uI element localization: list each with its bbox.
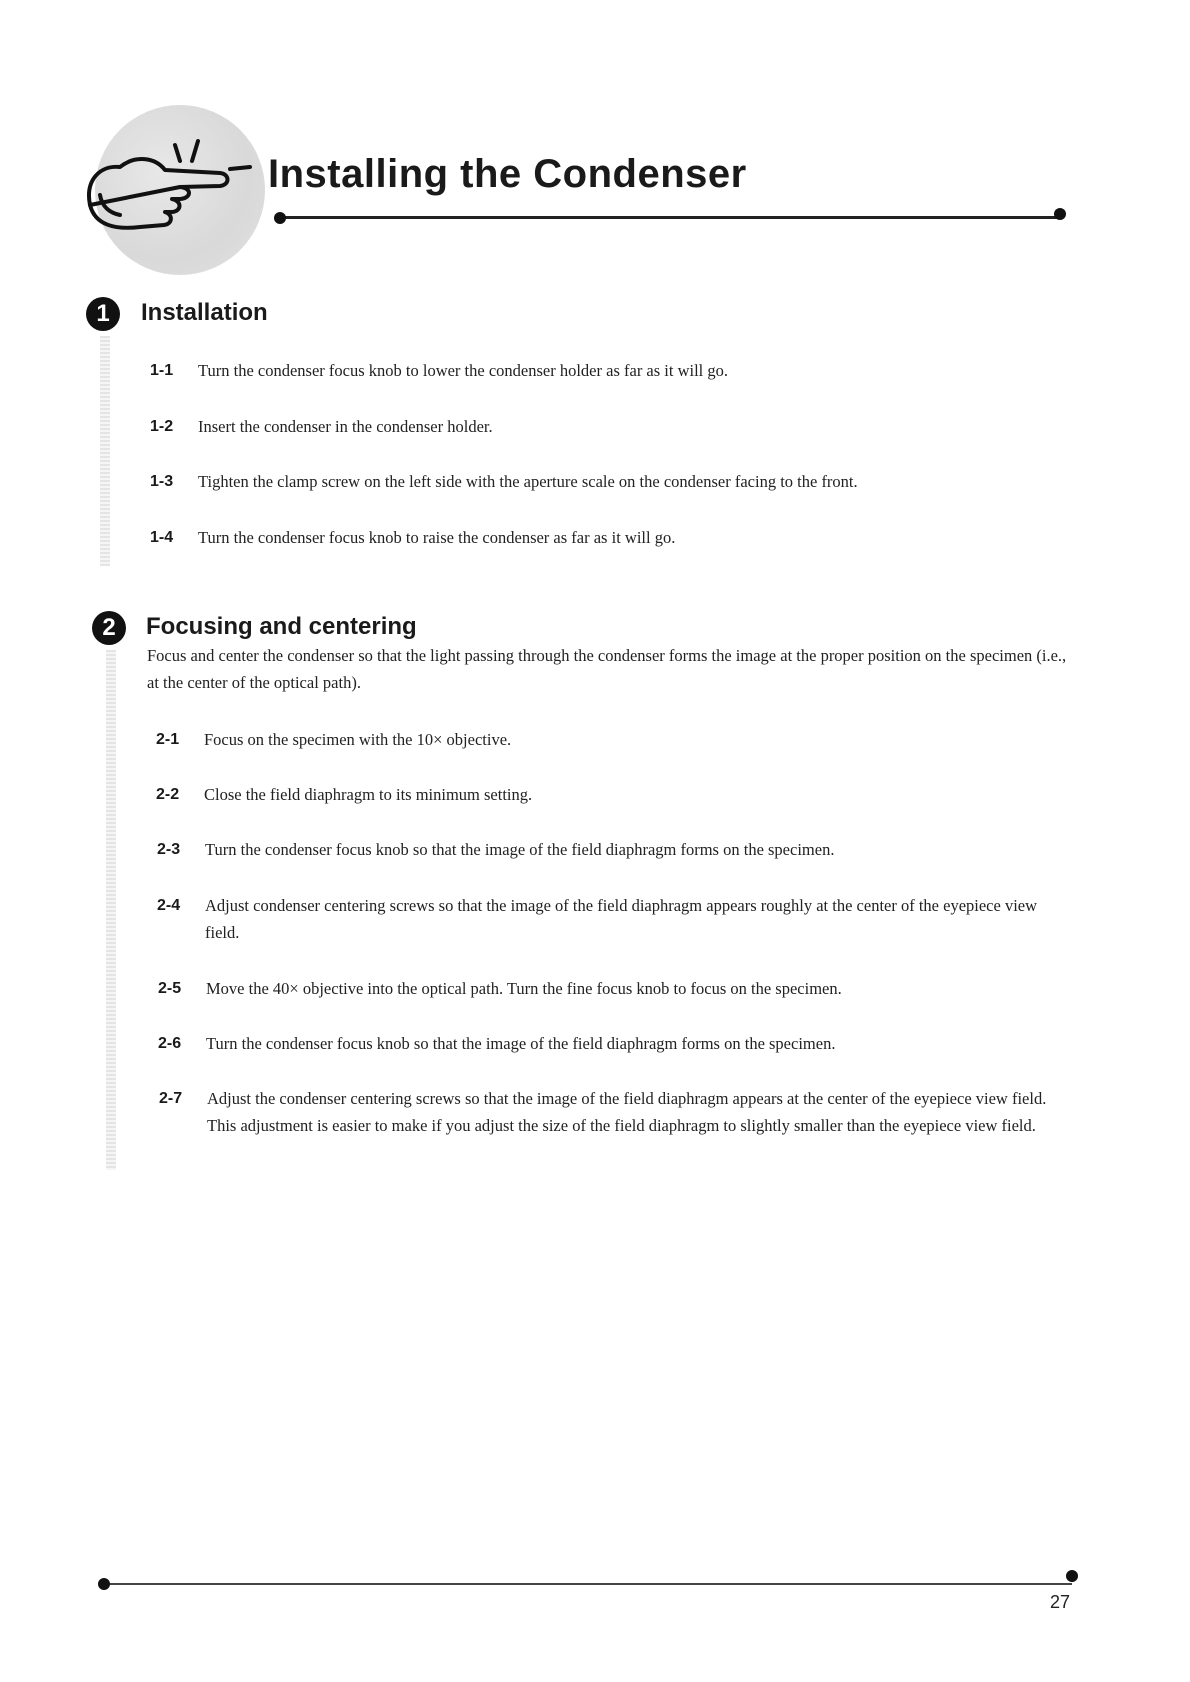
step-2-1: [156, 726, 1066, 753]
step-1-2: [150, 413, 1050, 440]
step-text: Tighten the clamp screw on the left side with the aperture scale on the condenser facing to the front.: [198, 472, 858, 491]
pointing-hand-icon: [80, 135, 270, 245]
step-number: 2-6: [158, 1035, 182, 1052]
step-text: Turn the condenser focus knob so that the image of the field diaphragm forms on the specimen.: [205, 840, 835, 859]
section-1-title: Installation: [141, 299, 268, 326]
section-1-number-badge: 1: [86, 297, 120, 331]
section-1-side-bar: [100, 336, 110, 566]
section-2-title: Focusing and centering: [146, 613, 417, 640]
footer-rule-right-dot: [1066, 1570, 1078, 1582]
page-title: Installing the Condenser: [268, 152, 747, 196]
footer-rule: [104, 1583, 1072, 1585]
section-2-intro: Focus and center the condenser so that the light passing through the condenser forms the image at the proper position on the specimen (i.e., at the center of the optical path).: [147, 646, 1067, 692]
step-number: 2-7: [159, 1090, 183, 1107]
step-2-7: [159, 1085, 1074, 1139]
step-text: Adjust the condenser centering screws so that the image of the field diaphragm appears at the center of the eyepiece view field. This adjustment is easier to make if you adjust the size of the field diaphragm to slightly smaller than the eyepiece view field.: [207, 1089, 1047, 1135]
header-rule-left-dot: [274, 212, 286, 224]
step-2-4: [157, 892, 1075, 946]
step-2-2: [156, 781, 1066, 808]
header-rule: [280, 216, 1060, 219]
step-number: 1-2: [150, 418, 174, 435]
step-text: Turn the condenser focus knob to raise the condenser as far as it will go.: [198, 528, 676, 547]
step-text: Turn the condenser focus knob so that the image of the field diaphragm forms on the specimen.: [206, 1034, 836, 1053]
step-number: 1-4: [150, 529, 174, 546]
step-1-3: [150, 468, 1070, 495]
step-text: Adjust condenser centering screws so that the image of the field diaphragm appears roughly at the center of the eyepiece view field.: [205, 896, 1038, 942]
header-rule-right-dot: [1054, 208, 1066, 220]
step-1-1: [150, 357, 1050, 384]
step-1-4: [150, 524, 1050, 551]
step-text: Turn the condenser focus knob to lower the condenser holder as far as it will go.: [198, 361, 729, 380]
step-2-6: [158, 1030, 1068, 1057]
step-number: 2-3: [157, 841, 181, 858]
step-text: Move the 40× objective into the optical path. Turn the fine focus knob to focus on the specimen.: [206, 979, 842, 998]
page-number: 27: [1049, 1592, 1070, 1612]
footer-rule-left-dot: [98, 1578, 110, 1590]
section-2-number-badge: 2: [92, 611, 126, 645]
step-text: Close the field diaphragm to its minimum setting.: [204, 785, 533, 804]
step-text: Focus on the specimen with the 10× objective.: [204, 730, 512, 749]
step-number: 2-4: [157, 897, 181, 914]
step-number: 2-1: [156, 731, 180, 748]
step-2-5: [158, 975, 1068, 1002]
step-2-3: [157, 836, 1067, 863]
step-number: 2-5: [158, 980, 182, 997]
step-number: 1-3: [150, 473, 174, 490]
step-number: 1-1: [150, 362, 174, 379]
step-number: 2-2: [156, 786, 180, 803]
step-text: Insert the condenser in the condenser holder.: [198, 417, 493, 436]
section-2-side-bar: [106, 650, 116, 1170]
